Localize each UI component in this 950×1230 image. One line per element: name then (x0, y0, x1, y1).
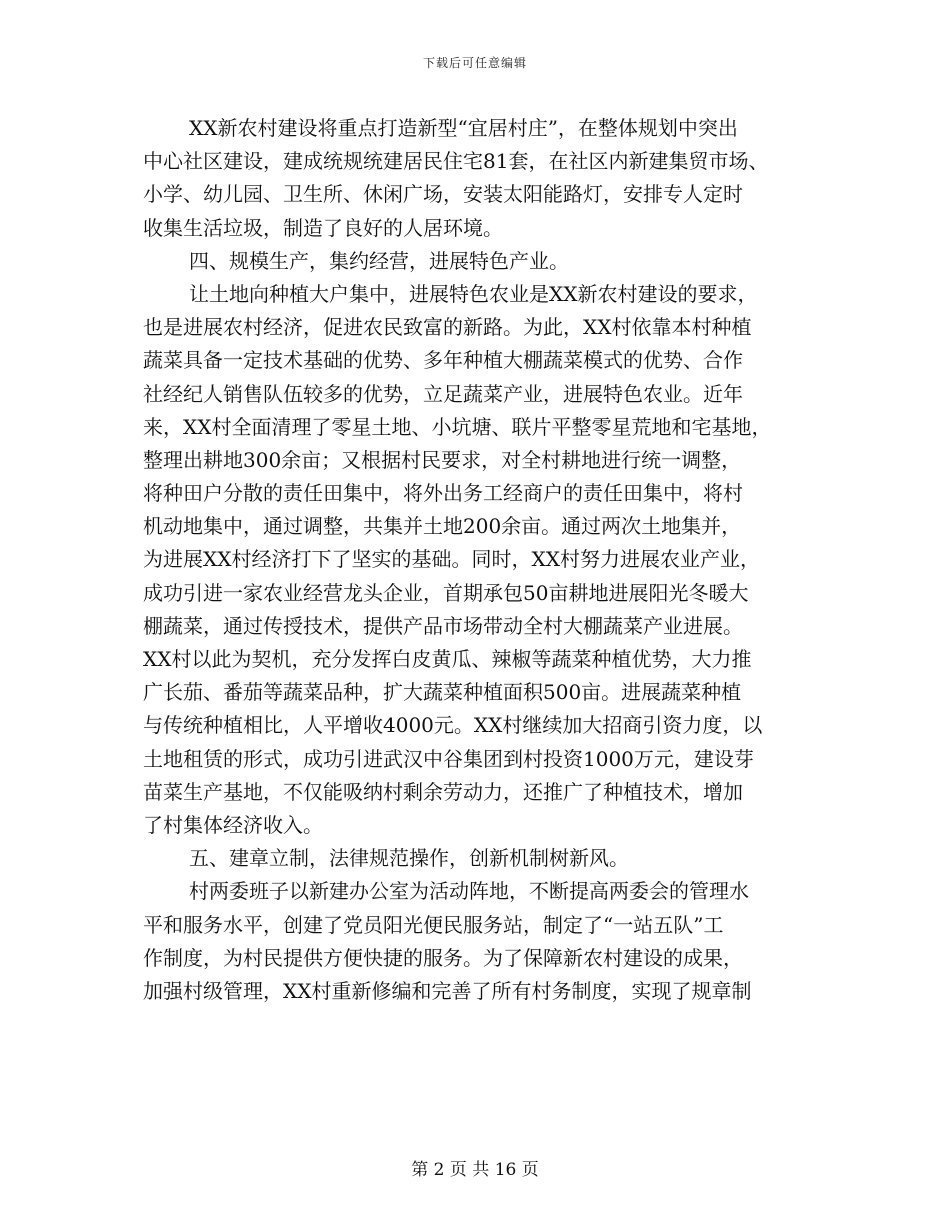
text-line: 成功引进一家农业经营龙头企业，首期承包50亩耕地进展阳光冬暖大 (143, 580, 749, 605)
text-line: 广长茄、番茄等蔬菜品种，扩大蔬菜种植面积500亩。进展蔬菜种植 (143, 680, 742, 705)
document-body (143, 112, 823, 1008)
section-heading: 四、规模生产，集约经营，进展特色产业。 (189, 248, 569, 273)
text-line: 将种田户分散的责任田集中，将外出务工经商户的责任田集中，将村 (143, 481, 743, 506)
text-line: 社经纪人销售队伍较多的优势，立足蔬菜产业，进展特色农业。近年 (143, 381, 743, 406)
section-heading: 五、建章立制，法律规范操作，创新机制树新风。 (189, 846, 629, 871)
text-line: 加强村级管理，XX村重新修编和完善了所有村务制度，实现了规章制 (143, 978, 752, 1003)
text-line: 机动地集中，通过调整，共集并土地200余亩。通过两次土地集并， (143, 514, 742, 539)
text-line: 与传统种植相比，人平增收4000元。XX村继续加大招商引资力度，以 (143, 713, 763, 738)
text-line: 整理出耕地300余亩；又根据村民要求，对全村耕地进行统一调整， (143, 447, 742, 472)
text-line: 也是进展农村经济，促进农民致富的新路。为此，XX村依靠本村种植 (143, 315, 752, 340)
text-line: 收集生活垃圾，制造了良好的人居环境。 (143, 215, 503, 240)
text-line: 苗菜生产基地，不仅能吸纳村剩余劳动力，还推广了种植技术，增加 (143, 779, 743, 804)
text-line: 让土地向种植大户集中，进展特色农业是XX新农村建设的要求， (189, 281, 758, 306)
text-line: 中心社区建设，建成统规统建居民住宅81套，在社区内新建集贸市场、 (143, 149, 769, 174)
text-line: XX村以此为契机，充分发挥白皮黄瓜、辣椒等蔬菜种植优势，大力推 (143, 647, 752, 671)
text-line: XX新农村建设将重点打造新型“宜居村庄”，在整体规划中突出 (189, 116, 738, 140)
text-line: 了村集体经济收入。 (143, 812, 323, 837)
text-line: 来，XX村全面清理了零星土地、小坑塘、联片平整零星荒地和宅基地， (143, 414, 772, 439)
page-header: 下载后可任意编辑 (422, 56, 527, 70)
text-line: 棚蔬菜，通过传授技术，提供产品市场带动全村大棚蔬菜产业进展。 (143, 613, 743, 638)
text-line: 为进展XX村经济打下了坚实的基础。同时，XX村努力进展农业产业， (143, 547, 760, 572)
text-line: 作制度，为村民提供方便快捷的服务。为了保障新农村建设的成果， (143, 945, 743, 970)
text-line: 平和服务水平，创建了党员阳光便民服务站，制定了“一站五队”工 (143, 912, 724, 937)
text-line: 蔬菜具备一定技术基础的优势、多年种植大棚蔬菜模式的优势、合作 (143, 348, 743, 373)
text-line: 小学、幼儿园、卫生所、休闲广场，安装太阳能路灯，安排专人定时 (143, 182, 743, 207)
text-line: 土地租赁的形式，成功引进武汉中谷集团到村投资1000万元，建设芽 (143, 746, 754, 771)
text-line: 村两委班子以新建办公室为活动阵地，不断提高两委会的管理水 (189, 879, 749, 904)
page-footer: 第 2 页 共 16 页 (411, 1160, 539, 1180)
